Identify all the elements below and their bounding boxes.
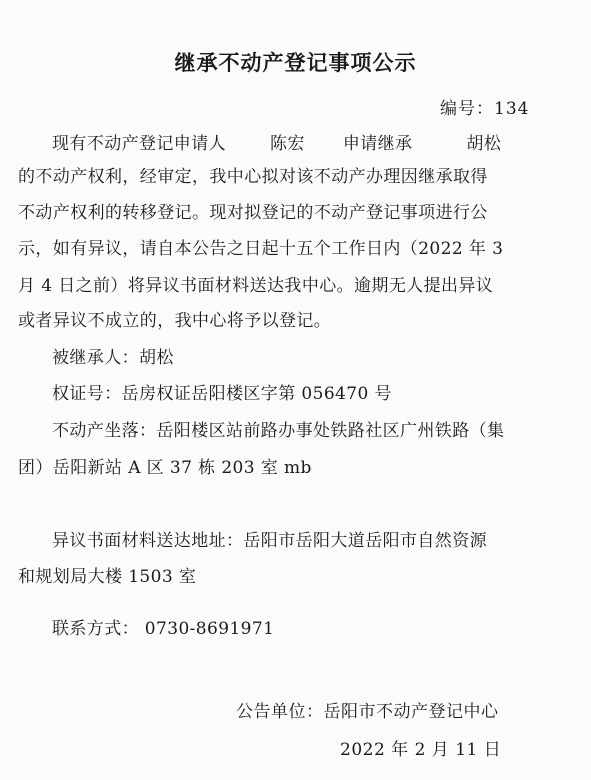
intro-text: 现有不动产登记申请人 <box>52 134 226 154</box>
decedent-name: 胡松 <box>466 134 502 154</box>
body-line-3: 不动产权利的转移登记。现对拟登记的不动产登记事项进行公 <box>18 203 488 223</box>
issue-date: 2022 年 2 月 11 日 <box>340 740 502 760</box>
decedent-field: 被继承人：胡松 <box>52 348 174 368</box>
body-line-6: 或者异议不成立的，我中心将予以登记。 <box>18 311 332 331</box>
serial-number: 编号：134 <box>440 99 530 119</box>
issuer: 公告单位：岳阳市不动产登记中心 <box>236 702 499 722</box>
body-line-2: 的不动产权利，经审定，我中心拟对该不动产办理因继承取得 <box>18 167 488 187</box>
body-line-1 <box>52 129 501 154</box>
apply-phrase: 申请继承 <box>342 134 413 154</box>
contact-field: 联系方式： 0730-8691971 <box>52 619 275 639</box>
certificate-field: 权证号：岳房权证岳阳楼区字第 056470 号 <box>52 384 392 404</box>
body-line-4: 示，如有异议，请自本公告之日起十五个工作日内（2022 年 3 <box>18 239 504 259</box>
document-title: 继承不动产登记事项公示 <box>174 51 417 75</box>
objection-address-line-2: 和规划局大楼 1503 室 <box>18 567 197 587</box>
body-line-5: 月 4 日之前）将异议书面材料送达我中心。逾期无人提出异议 <box>18 276 494 296</box>
location-field-line-1: 不动产坐落：岳阳楼区站前路办事处铁路社区广州铁路（集 <box>52 421 505 441</box>
location-field-line-2: 团）岳阳新站 A 区 37 栋 203 室 mb <box>18 458 312 478</box>
applicant-name: 陈宏 <box>270 134 305 154</box>
objection-address-line-1: 异议书面材料送达地址：岳阳市岳阳大道岳阳市自然资源 <box>52 531 487 551</box>
